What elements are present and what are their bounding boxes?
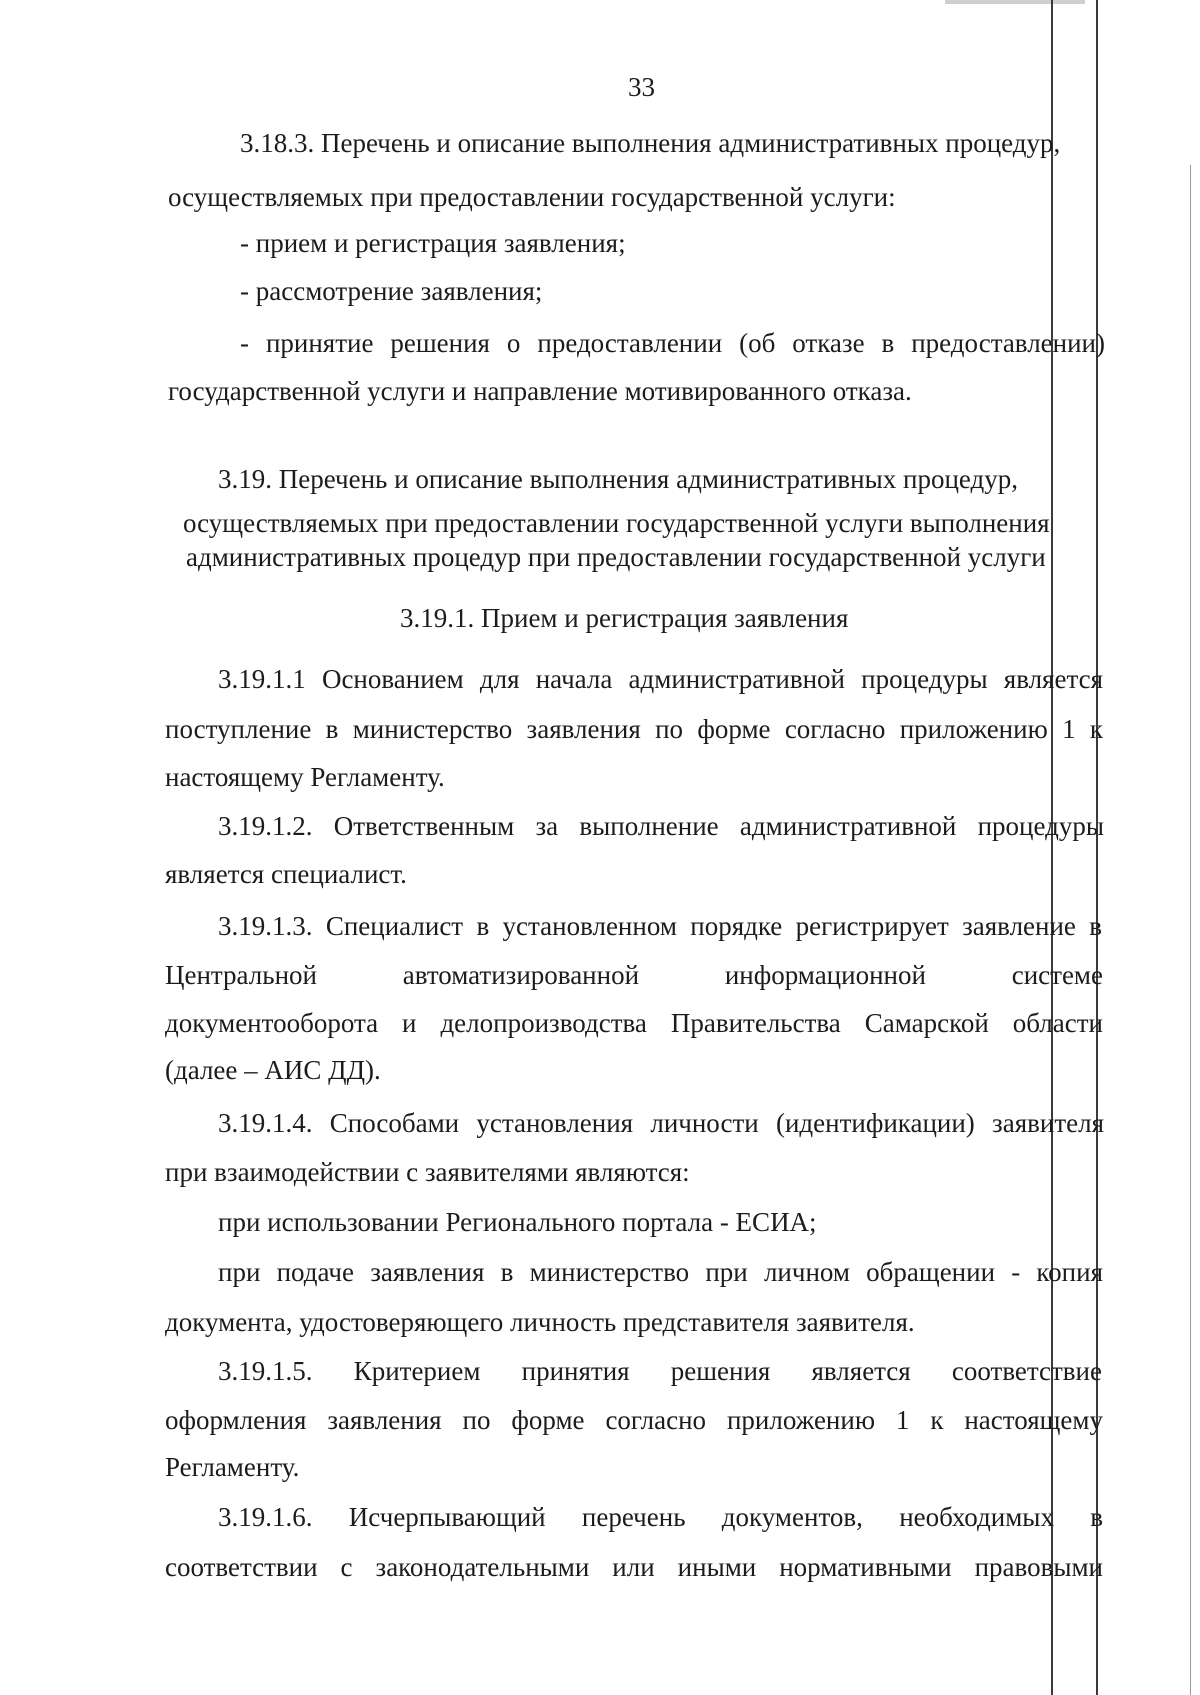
heading-line: административных процедур при предоставлении государственной услуги — [186, 542, 1046, 572]
text-line: Центральной автоматизированной информационной системе — [165, 960, 1103, 990]
text-line: является специалист. — [165, 859, 407, 889]
text-line: - рассмотрение заявления; — [240, 276, 543, 306]
scan-vertical-line-right — [1096, 0, 1098, 1695]
text-line: 3.19.1.4. Способами установления личности (идентификации) заявителя — [218, 1108, 1104, 1138]
text-line: настоящему Регламенту. — [165, 762, 445, 792]
text-line: документооборота и делопроизводства Правительства Самарской области — [165, 1008, 1103, 1038]
text-line: оформления заявления по форме согласно приложению 1 к настоящему — [165, 1405, 1103, 1435]
scan-edge-line — [1190, 165, 1191, 1695]
subheading: 3.19.1. Прием и регистрация заявления — [400, 603, 849, 633]
text-line: 3.19.1.3. Специалист в установленном порядке регистрирует заявление в — [218, 911, 1102, 941]
scan-artifact — [945, 0, 1085, 4]
text-line: 3.19.1.5. Критерием принятия решения является соответствие — [218, 1356, 1102, 1386]
page-number: 33 — [628, 72, 655, 102]
scan-vertical-line-left — [1051, 0, 1053, 1695]
heading-line: 3.19. Перечень и описание выполнения административных процедур, — [218, 464, 1019, 494]
text-line: 3.19.1.2. Ответственным за выполнение административной процедуры — [218, 811, 1104, 841]
text-line: документа, удостоверяющего личность представителя заявителя. — [165, 1307, 915, 1337]
text-line: поступление в министерство заявления по форме согласно приложению 1 к — [165, 714, 1103, 744]
text-line: соответствии с законодательными или иными нормативными правовыми — [165, 1552, 1103, 1582]
text-line: - прием и регистрация заявления; — [240, 228, 626, 258]
heading-line: осуществляемых при предоставлении государственной услуги выполнения — [183, 508, 1050, 538]
text-line: - принятие решения о предоставлении (об отказе в предоставлении) — [240, 328, 1105, 358]
text-line: при подаче заявления в министерство при личном обращении - копия — [218, 1257, 1103, 1287]
text-line: 3.19.1.1 Основанием для начала административной процедуры является — [218, 664, 1103, 694]
text-line: при использовании Регионального портала - ЕСИА; — [218, 1207, 817, 1237]
text-line: государственной услуги и направление мотивированного отказа. — [168, 376, 912, 406]
text-line: при взаимодействии с заявителями являются: — [165, 1157, 690, 1187]
text-line: осуществляемых при предоставлении государственной услуги: — [168, 182, 896, 212]
text-line: 3.18.3. Перечень и описание выполнения административных процедур, — [240, 128, 1061, 158]
text-line: (далее – АИС ДД). — [165, 1055, 381, 1085]
text-line: 3.19.1.6. Исчерпывающий перечень документов, необходимых в — [218, 1502, 1103, 1532]
text-line: Регламенту. — [165, 1452, 300, 1482]
